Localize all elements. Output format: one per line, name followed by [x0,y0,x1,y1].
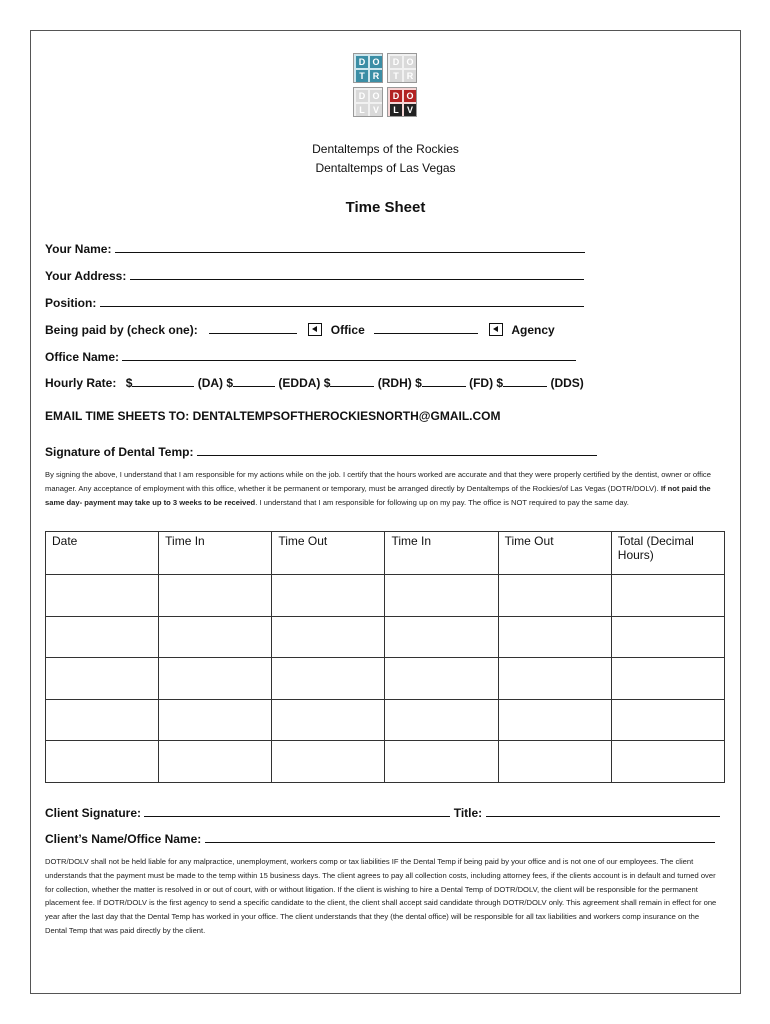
table-row [46,616,725,658]
rate-edda-blank[interactable] [233,375,275,387]
table-cell[interactable] [46,699,159,741]
table-cell[interactable] [385,575,498,617]
address-field[interactable] [45,268,584,283]
logo-tile-dotr-faded [387,53,417,83]
rate-rdh-blank[interactable] [330,375,374,387]
table-cell[interactable] [159,699,272,741]
table-header: Date [46,532,159,575]
table-header-row [46,532,725,575]
logo-letter: O [370,90,382,102]
company-name-rockies: Dentaltemps of the Rockies [312,142,459,156]
office-checkbox-icon[interactable] [308,323,322,336]
table-cell[interactable] [159,658,272,700]
table-cell[interactable] [272,699,385,741]
table-cell[interactable] [498,575,611,617]
logo-letter: V [370,104,382,116]
agreement-payment-warning: If not paid the same day- payment may take up to 3 weeks to be received [45,483,711,507]
client-name-blank[interactable] [205,831,715,843]
logo-tile-dolv [387,87,417,117]
rate-fd-blank[interactable] [422,375,466,387]
time-sheet-page [30,30,741,994]
name-field[interactable] [45,241,585,256]
agency-option-label: Agency [511,323,555,337]
logo-letter: R [404,70,416,82]
logo-tile-dotr [353,53,383,83]
table-cell[interactable] [159,616,272,658]
table-cell[interactable] [611,741,724,783]
rate-dds-blank[interactable] [503,375,547,387]
agency-checkbox-icon[interactable] [489,323,503,336]
position-blank[interactable] [100,295,584,307]
table-header: Time In [159,532,272,575]
client-signature-label: Client Signature: [45,806,142,820]
table-header: Time Out [272,532,385,575]
address-label: Your Address: [45,269,127,283]
table-cell[interactable] [46,658,159,700]
position-label: Position: [45,296,97,310]
logo-letter: O [404,56,416,68]
rate-da-label: (DA) $ [197,376,234,390]
rate-dds-label: (DDS) [550,376,584,390]
table-header: Time In [385,532,498,575]
company-logo [353,53,419,119]
table-row [46,699,725,741]
table-cell[interactable] [159,575,272,617]
table-cell[interactable] [46,575,159,617]
office-name-label: Office Name: [45,350,120,364]
hourly-rate-field [45,375,584,390]
table-header: Time Out [498,532,611,575]
logo-letter: L [356,104,368,116]
client-signature-field [45,805,720,820]
table-cell[interactable] [46,616,159,658]
table-cell[interactable] [611,658,724,700]
table-cell[interactable] [385,699,498,741]
paid-by-field [45,322,555,337]
address-blank[interactable] [130,268,584,280]
agreement-part-1: By signing the above, I understand that I am responsible for my actions while on the job. I certify that the hours worked are accurate and that they were properly certified by the dentist, owner or office manager. Any acceptance of employment with this office, whether it be permanent or temporary, must be arranged directly by Dentaltemps of the Rockies/of Las Vegas (DOTR/DOLV). [45,470,711,493]
logo-letter: V [404,104,416,116]
logo-letter: T [356,70,368,82]
client-title-blank[interactable] [486,805,720,817]
email-instruction: EMAIL TIME SHEETS TO: DENTALTEMPSOFTHEROCKIESNORTH@GMAIL.COM [45,409,501,423]
name-label: Your Name: [45,242,112,256]
office-option-label: Office [330,323,365,337]
paid-by-label: Being paid by (check one): [45,323,198,337]
table-cell[interactable] [611,699,724,741]
table-cell[interactable] [272,616,385,658]
table-row [46,658,725,700]
rate-fd-label: (FD) $ [469,376,504,390]
position-field[interactable] [45,295,584,310]
table-cell[interactable] [498,699,611,741]
logo-letter: O [370,56,382,68]
table-row [46,741,725,783]
liability-disclaimer: DOTR/DOLV shall not be held liable for any malpractice, unemployment, workers comp or tax liabilities IF the Dental Temp if being paid by your office and is not one of our employees. The client understands that the payment must be made to the temp within 15 business days. The client agrees to pay all collection costs, including attorney fees, if the clients account is in default and turned over for collection, whether the matter is resolved in or out of court, with or without litigation. If the client is wishing to hire a Dental Temp of DOTR/DOLV, the client will be responsible for the permanent placement fee. If DOTR/DOLV is the first agency to send a specific candidate to the client, the client shall accept said candidate through DOTR/DOLV only. This agreement shall remain in effect for one year after the last day that the Dental Temp has worked in your office. The client understands that they (the dental office) will be responsible for all tax liabilities and workers comp insurance on the Dental Temp that was paid directly by the client. [45,857,717,935]
logo-tile-dolv-faded [353,87,383,117]
signature-blank[interactable] [197,444,597,456]
table-cell[interactable] [385,741,498,783]
logo-letter: D [356,56,368,68]
table-cell[interactable] [611,616,724,658]
table-cell[interactable] [498,616,611,658]
signature-field[interactable] [45,444,597,459]
table-cell[interactable] [272,658,385,700]
rate-rdh-label: (RDH) $ [377,376,422,390]
table-cell[interactable] [46,741,159,783]
table-row [46,575,725,617]
table-cell[interactable] [498,741,611,783]
client-name-label: Client’s Name/Office Name: [45,832,202,846]
client-title-label: Title: [453,806,483,820]
rate-edda-label: (EDDA) $ [278,376,331,390]
table-cell[interactable] [272,741,385,783]
table-cell[interactable] [385,658,498,700]
table-cell[interactable] [611,575,724,617]
time-table [45,531,725,783]
logo-letter: O [404,90,416,102]
rate-dollar: $ [125,376,133,390]
table-cell[interactable] [498,658,611,700]
office-name-blank[interactable] [122,349,576,361]
agency-check-blank[interactable] [374,322,478,334]
logo-letter: D [390,56,402,68]
signature-label: Signature of Dental Temp: [45,445,194,459]
page-title: Time Sheet [345,199,426,216]
client-name-field[interactable] [45,831,715,846]
hourly-rate-label: Hourly Rate: [45,376,117,390]
logo-letter: D [390,90,402,102]
table-cell[interactable] [385,616,498,658]
office-name-field[interactable] [45,349,576,364]
office-check-blank[interactable] [209,322,297,334]
logo-letter: T [390,70,402,82]
logo-letter: R [370,70,382,82]
company-name-las-vegas: Dentaltemps of Las Vegas [315,161,456,175]
client-signature-blank[interactable] [144,805,450,817]
logo-letter: L [390,104,402,116]
name-blank[interactable] [115,241,585,253]
agreement-text [45,468,721,509]
table-cell[interactable] [159,741,272,783]
table-cell[interactable] [272,575,385,617]
table-header: Total (Decimal Hours) [611,532,724,575]
logo-letter: D [356,90,368,102]
rate-da-blank[interactable] [132,375,194,387]
agreement-part-2: . I understand that I am responsible for following up on my pay. The office is NOT required to pay the same day. [255,497,629,507]
